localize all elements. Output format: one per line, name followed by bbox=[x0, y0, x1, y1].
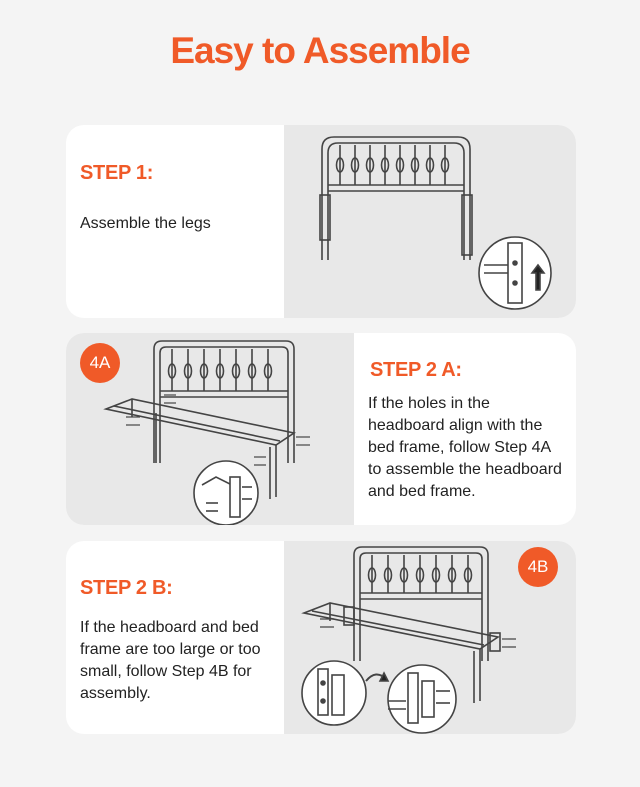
step-1-title: STEP 1: bbox=[80, 162, 154, 184]
step-4a-badge: 4A bbox=[80, 343, 120, 383]
step-2b-card bbox=[66, 541, 576, 734]
step-2a-line: and bed frame. bbox=[368, 483, 476, 500]
step-2b-description bbox=[80, 617, 261, 705]
step-2a-title: STEP 2 A: bbox=[370, 359, 462, 381]
step-1-illustration bbox=[284, 125, 576, 318]
page-title: Easy to Assemble bbox=[170, 30, 470, 71]
step-2b-line: frame are too large or too bbox=[80, 641, 261, 658]
step-2a-description bbox=[368, 393, 562, 503]
step-2b-line: assembly. bbox=[80, 685, 151, 702]
step-2a-card bbox=[66, 333, 576, 525]
step-1-description: Assemble the legs bbox=[80, 215, 211, 232]
step-2a-line: to assemble the headboard bbox=[368, 461, 562, 478]
step-2a-line: bed frame, follow Step 4A bbox=[368, 439, 552, 456]
step-2b-line: If the headboard and bed bbox=[80, 619, 259, 636]
step-1-card bbox=[66, 125, 576, 318]
step-2a-line: headboard align with the bbox=[368, 417, 543, 434]
step-4b-badge: 4B bbox=[518, 547, 558, 587]
headboard-legs-drawing bbox=[284, 125, 576, 318]
step-2a-line: If the holes in the bbox=[368, 395, 490, 412]
step-2b-line: small, follow Step 4B for bbox=[80, 663, 252, 680]
step-2b-title: STEP 2 B: bbox=[80, 577, 173, 599]
